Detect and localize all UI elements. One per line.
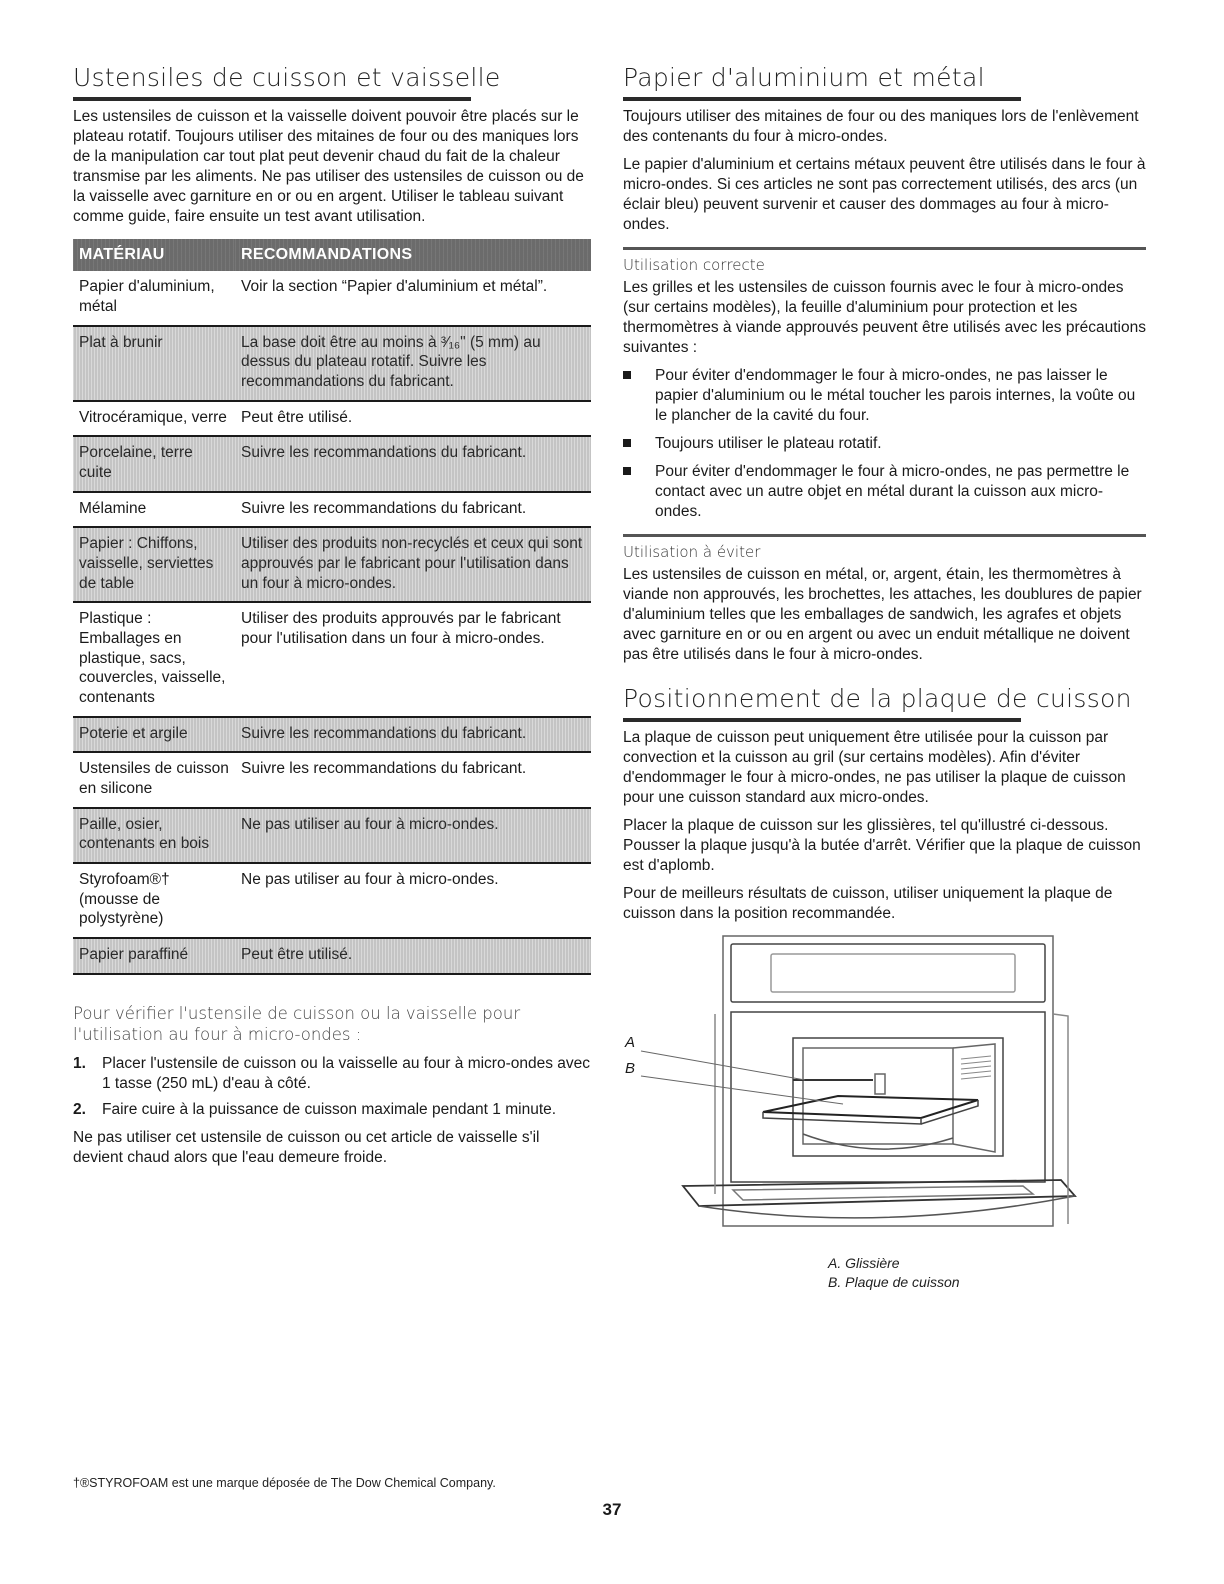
page-number: 37 xyxy=(602,1500,622,1519)
plate-p3: Pour de meilleurs résultats de cuisson, utiliser uniquement la plaque de cuisson dans la position recommandée. xyxy=(623,885,1113,923)
row-material: Porcelaine, terre cuite xyxy=(73,436,235,491)
section-title-foil: Papier d'aluminium et métal xyxy=(623,63,985,92)
table-header-row xyxy=(73,239,591,271)
callout-label-b: B xyxy=(625,1060,636,1078)
row-recommendation: Ne pas utiliser au four à micro-ondes. xyxy=(241,870,499,888)
cookware-intro: Les ustensiles de cuisson et la vaisselle doivent pouvoir être placés sur le plateau rotatif. Toujours utiliser des mitaines de four ou des maniques lors de la manipulation car tout plat peut devenir chaud du fait de la chaleur transmise par les aliments. Ne pas utiliser des ustensiles de cuisson ou de la vaisselle avec garniture en or ou en argent. Utiliser le tableau suivant comme guide, faire ensuite un test avant utilisation. xyxy=(73,108,584,226)
footnote: †®STYROFOAM est une marque déposée de The Dow Chemical Company. xyxy=(73,1476,496,1490)
bullet-icon xyxy=(623,439,631,447)
bullet-text: Pour éviter d'endommager le four à micro-ondes, ne pas laisser le papier d'aluminium ou le métal toucher les parois internes, la voûte ou le plancher de la cavité du four. xyxy=(655,367,1136,425)
subsection-title-avoid: Utilisation à éviter xyxy=(623,542,761,561)
table-row xyxy=(73,808,591,863)
foil-p1: Toujours utiliser des mitaines de four ou des maniques lors de l'enlèvement des contenants du four à micro-ondes. xyxy=(623,108,1139,146)
bullet-icon xyxy=(623,467,631,475)
row-material: Ustensiles de cuisson en silicone xyxy=(79,760,229,797)
avoid-text: Les ustensiles de cuisson en métal, or, argent, étain, les thermomètres à viande non approuvés, les brochettes, les attaches, les doublures de papier d'aluminium telles que les emballages de sandwich, les agrafes et objets avec garniture en or ou en argent ou avec un enduit métallique ne doivent pas être utilisés dans le four à micro-ondes. xyxy=(623,565,1142,663)
list-item xyxy=(623,462,1146,522)
row-material: Plat à brunir xyxy=(73,326,235,401)
table-row xyxy=(73,436,591,491)
table-row xyxy=(73,717,591,753)
section-title-cookware: Ustensiles de cuisson et vaisselle xyxy=(73,63,501,92)
title-rule xyxy=(623,718,1021,722)
list-item xyxy=(623,366,1146,426)
row-recommendation: Voir la section “Papier d'aluminium et métal”. xyxy=(241,278,548,296)
row-material: Papier : Chiffons, vaisselle, serviettes de table xyxy=(73,527,235,602)
oven-illustration xyxy=(623,934,1146,1254)
header-material: MATÉRIAU xyxy=(73,239,235,271)
row-material: Papier paraffiné xyxy=(73,938,235,974)
row-material: Mélamine xyxy=(79,499,147,517)
bullet-text: Toujours utiliser le plateau rotatif. xyxy=(655,435,882,453)
table-row xyxy=(73,752,591,807)
figure-caption xyxy=(828,1254,1146,1292)
bullet-icon xyxy=(623,371,631,379)
row-recommendation: Suivre les recommandations du fabricant. xyxy=(241,760,527,778)
table-row xyxy=(73,492,591,528)
table-row xyxy=(73,602,591,716)
row-material: Styrofoam®† (mousse de polystyrène) xyxy=(79,870,170,928)
callout-label-a: A xyxy=(625,1034,636,1052)
table-row xyxy=(73,938,591,974)
row-recommendation: Utiliser des produits approuvés par le fabricant pour l'utilisation dans un four à micro-ondes. xyxy=(241,610,561,647)
row-recommendation: Utiliser des produits non-recyclés et ceux qui sont approuvés par le fabricant pour l'utilisation dans un four à micro-ondes. xyxy=(235,527,591,602)
table-row xyxy=(73,527,591,602)
plate-p1: La plaque de cuisson peut uniquement être utilisée pour la cuisson par convection et la cuisson au gril (sur certains modèles). Afin d'éviter d'endommager le four à micro-ondes, ne pas utiliser la plaque de cuisson pour une cuisson standard aux micro-ondes. xyxy=(623,729,1126,807)
table-row xyxy=(73,326,591,401)
title-rule xyxy=(623,97,1021,101)
foil-p2: Le papier d'aluminium et certains métaux peuvent être utilisés dans le four à micro-ondes. Si ces articles ne sont pas correctement utilisés, des arcs (un éclair bleu) peuvent survenir et causer des dommages au four à micro-ondes. xyxy=(623,156,1146,234)
list-item xyxy=(73,1054,591,1094)
row-recommendation: Suivre les recommandations du fabricant. xyxy=(235,717,591,753)
oven-drawing xyxy=(623,934,1146,1234)
header-recommendations: RECOMMANDATIONS xyxy=(235,239,591,271)
caption-a: A. Glissière xyxy=(828,1255,900,1272)
row-material: Plastique : Emballages en plastique, sacs, couvercles, vaisselle, contenants xyxy=(79,610,226,706)
list-item xyxy=(623,434,1146,454)
row-recommendation: Peut être utilisé. xyxy=(235,938,591,974)
precautions-list xyxy=(623,366,1146,522)
test-steps xyxy=(73,1054,591,1120)
correct-text: Les grilles et les ustensiles de cuisson fournis avec le four à micro-ondes (sur certains modèles), la feuille d'aluminium pour protection et les thermomètres à viande approuvés peuvent être utilisés avec les précautions suivantes : xyxy=(623,279,1146,357)
table-row xyxy=(73,271,591,325)
step-number: 2. xyxy=(73,1101,86,1119)
row-recommendation: Peut être utilisé. xyxy=(241,408,353,426)
materials-table xyxy=(73,239,591,974)
step-text: Faire cuire à la puissance de cuisson maximale pendant 1 minute. xyxy=(102,1101,557,1119)
title-rule xyxy=(73,97,471,101)
caption-b: B. Plaque de cuisson xyxy=(828,1273,960,1290)
left-column xyxy=(73,62,591,1176)
step-number: 1. xyxy=(73,1055,86,1073)
test-closing: Ne pas utiliser cet ustensile de cuisson ou cet article de vaisselle s'il devient chaud alors que l'eau demeure froide. xyxy=(73,1129,540,1167)
section-title-plate: Positionnement de la plaque de cuisson xyxy=(623,683,1132,713)
test-lead: Pour vérifier l'ustensile de cuisson ou la vaisselle pour l'utilisation au four à micro-ondes : xyxy=(73,1003,521,1045)
table-row xyxy=(73,863,591,938)
bullet-text: Pour éviter d'endommager le four à micro-ondes, ne pas permettre le contact avec un autre objet en métal durant la cuisson aux micro-ondes. xyxy=(655,463,1130,520)
row-material: Paille, osier, contenants en bois xyxy=(73,808,235,863)
step-text: Placer l'ustensile de cuisson ou la vaisselle au four à micro-ondes avec 1 tasse (250 mL) d'eau à côté. xyxy=(102,1055,591,1093)
subsection-rule xyxy=(623,534,1146,537)
row-recommendation: Ne pas utiliser au four à micro-ondes. xyxy=(235,808,591,863)
table-row xyxy=(73,401,591,437)
plate-p2: Placer la plaque de cuisson sur les glissières, tel qu'illustré ci-dessous. Pousser la plaque jusqu'à la butée d'arrêt. Vérifier que la plaque de cuisson est d'aplomb. xyxy=(623,817,1141,875)
subsection-rule xyxy=(623,247,1146,250)
row-material: Poterie et argile xyxy=(73,717,235,753)
row-recommendation: Suivre les recommandations du fabricant. xyxy=(235,436,591,491)
right-column xyxy=(623,62,1146,1292)
row-material: Vitrocéramique, verre xyxy=(79,408,227,426)
list-item xyxy=(73,1100,591,1120)
subsection-title-correct: Utilisation correcte xyxy=(623,256,765,275)
row-recommendation: Suivre les recommandations du fabricant. xyxy=(241,499,527,517)
row-material: Papier d'aluminium, métal xyxy=(79,278,215,315)
row-recommendation: La base doit être au moins à ³⁄₁₆" (5 mm) au dessus du plateau rotatif. Suivre les recommandations du fabricant. xyxy=(235,326,591,401)
